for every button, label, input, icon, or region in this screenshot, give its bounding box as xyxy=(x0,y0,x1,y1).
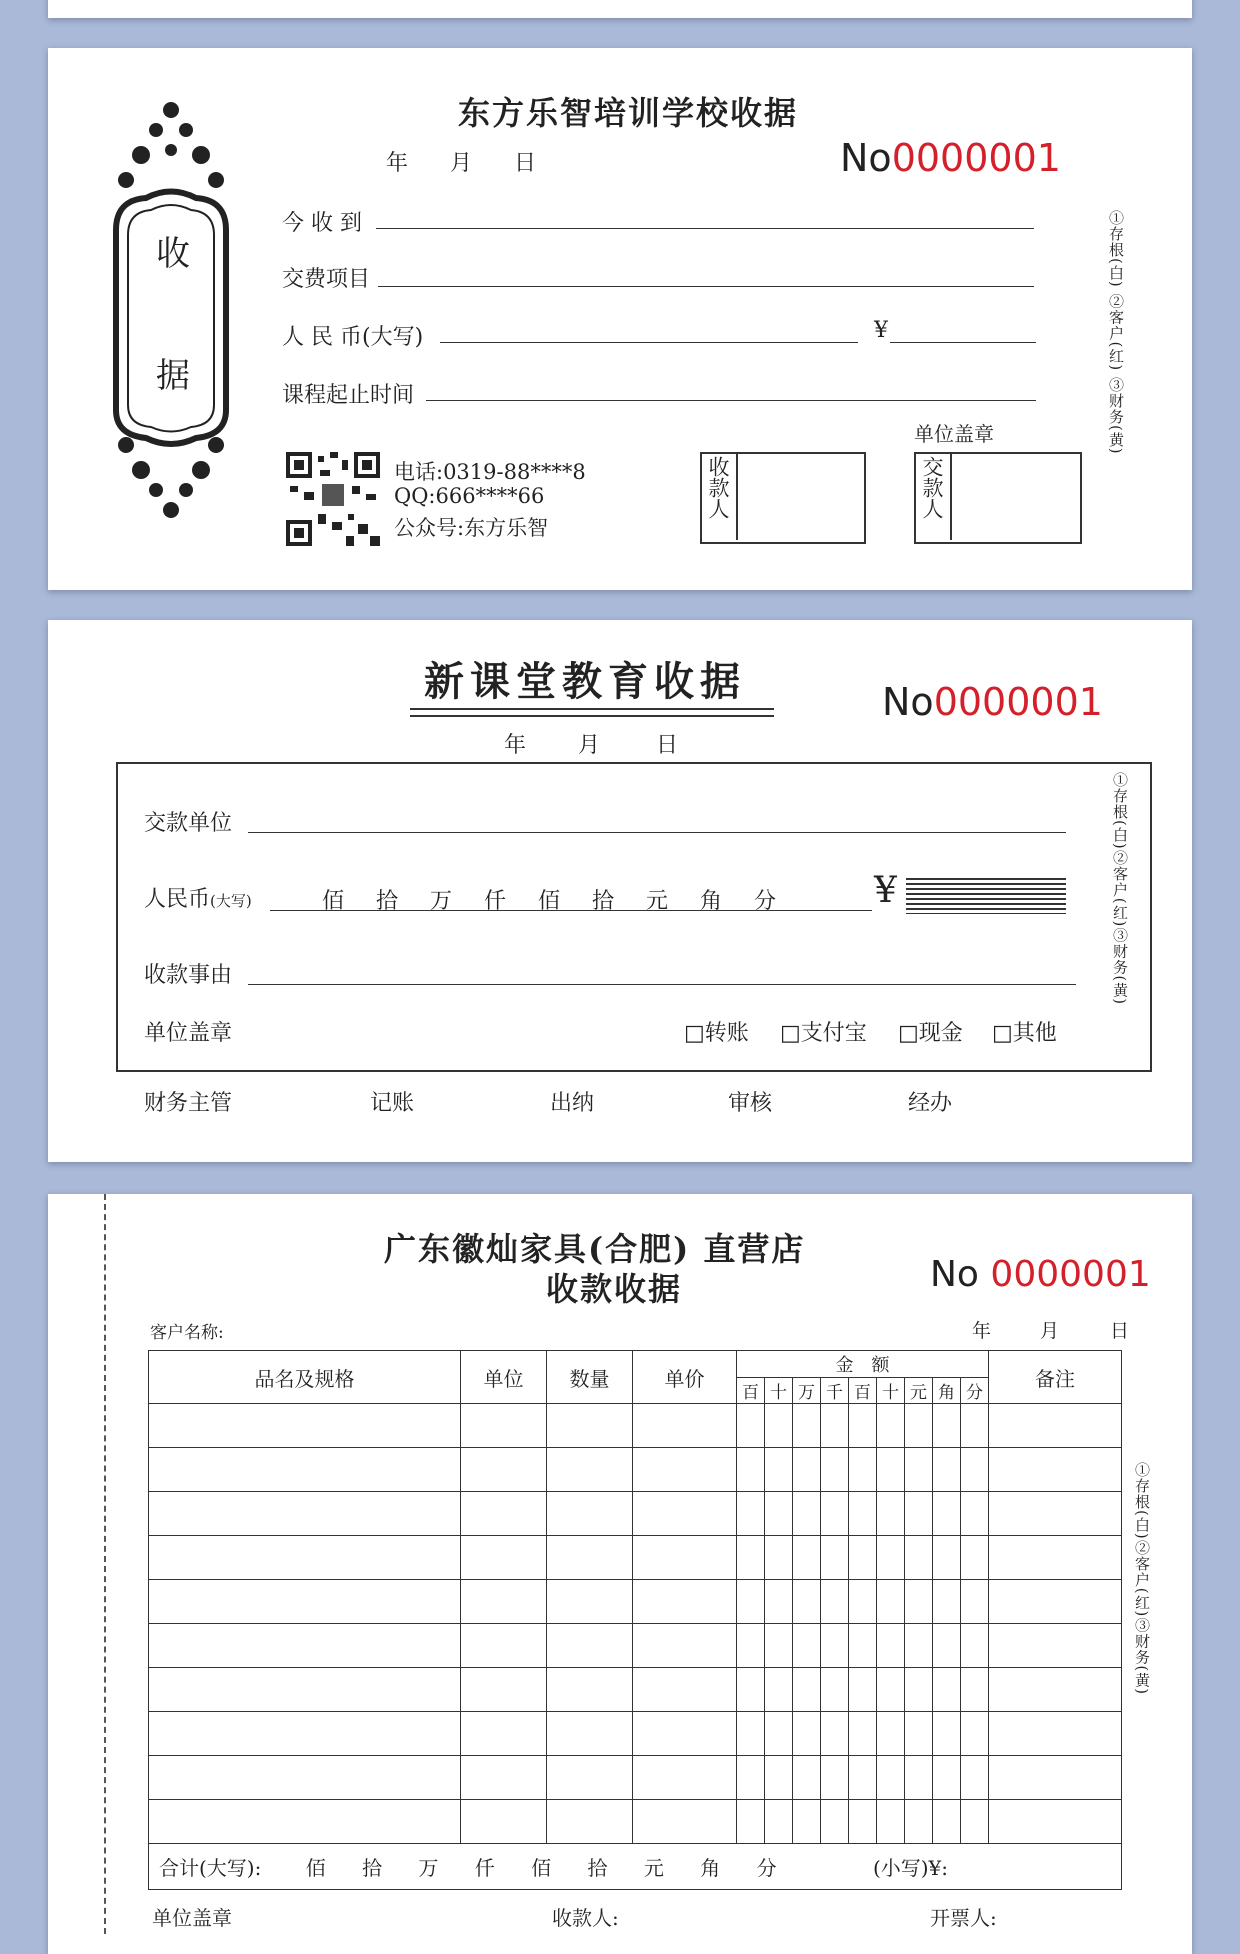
table-cell[interactable] xyxy=(633,1536,737,1580)
table-row[interactable] xyxy=(149,1448,1122,1492)
table-cell[interactable] xyxy=(905,1404,933,1448)
table-cell[interactable] xyxy=(961,1448,989,1492)
date-day: 日 xyxy=(514,151,537,176)
table-cell[interactable] xyxy=(461,1580,547,1624)
receipt1-title: 东方乐智培训学校收据 xyxy=(458,94,799,132)
table-cell[interactable] xyxy=(461,1624,547,1668)
total-unit-5: 佰 xyxy=(531,1856,552,1880)
table-cell[interactable] xyxy=(933,1800,961,1844)
table-cell[interactable] xyxy=(149,1712,461,1756)
header-item: 品名及规格 xyxy=(149,1351,461,1404)
table-cell[interactable] xyxy=(877,1756,905,1800)
emblem-char-2: 据 xyxy=(156,356,190,396)
table-cell[interactable] xyxy=(961,1404,989,1448)
contact-phone: 电话:0319-88****8 xyxy=(394,460,586,484)
unit-6: 拾 xyxy=(592,889,615,914)
no-prefix: No xyxy=(882,680,934,724)
table-cell[interactable] xyxy=(633,1580,737,1624)
table-cell[interactable] xyxy=(765,1624,793,1668)
amount-unit-1: 百 xyxy=(737,1378,765,1404)
unit-7: 元 xyxy=(646,889,669,914)
table-cell[interactable] xyxy=(633,1668,737,1712)
receipt-card-2 xyxy=(48,620,1192,1162)
table-cell[interactable] xyxy=(821,1800,849,1844)
field-course-period: 课程起止时间 xyxy=(282,383,415,408)
table-cell[interactable] xyxy=(461,1712,547,1756)
field-rmb-line[interactable] xyxy=(440,342,858,343)
table-row[interactable] xyxy=(149,1712,1122,1756)
signer-auditor: 审核 xyxy=(728,1091,773,1116)
table-cell[interactable] xyxy=(989,1404,1122,1448)
date-month: 月 xyxy=(450,151,473,176)
rmb-text: 人民币 xyxy=(144,887,211,912)
table-cell[interactable] xyxy=(821,1404,849,1448)
total-unit-8: 角 xyxy=(700,1856,721,1880)
header-qty: 数量 xyxy=(547,1351,633,1404)
table-cell[interactable] xyxy=(961,1536,989,1580)
table-cell[interactable] xyxy=(905,1448,933,1492)
receipt3-title-2: 收款收据 xyxy=(546,1270,683,1308)
header-remark: 备注 xyxy=(989,1351,1122,1404)
rmb-line[interactable] xyxy=(270,910,872,911)
table-cell[interactable] xyxy=(633,1404,737,1448)
table-cell[interactable] xyxy=(933,1448,961,1492)
date-day: 日 xyxy=(1110,1320,1130,1342)
table-cell[interactable] xyxy=(765,1448,793,1492)
table-cell[interactable] xyxy=(765,1668,793,1712)
date-month: 月 xyxy=(578,733,601,758)
qr-code-icon xyxy=(286,452,380,546)
amount-unit-6: 十 xyxy=(877,1378,905,1404)
table-cell[interactable] xyxy=(849,1536,877,1580)
table-cell[interactable] xyxy=(547,1756,633,1800)
rmb-small-text: (大写) xyxy=(210,892,252,910)
table-cell[interactable] xyxy=(149,1536,461,1580)
table-cell[interactable] xyxy=(793,1800,821,1844)
table-cell[interactable] xyxy=(793,1536,821,1580)
amount-unit-3: 万 xyxy=(793,1378,821,1404)
reason-line[interactable] xyxy=(248,984,1076,985)
table-cell[interactable] xyxy=(737,1712,765,1756)
total-unit-9: 分 xyxy=(756,1856,777,1880)
table-cell[interactable] xyxy=(547,1448,633,1492)
table-cell[interactable] xyxy=(821,1580,849,1624)
perforation-line xyxy=(104,1194,106,1934)
table-cell[interactable] xyxy=(905,1624,933,1668)
field-fee-item: 交费项目 xyxy=(282,267,371,292)
table-cell[interactable] xyxy=(737,1536,765,1580)
footer-issuer: 开票人: xyxy=(930,1906,997,1930)
signer-bookkeeper: 记账 xyxy=(370,1091,415,1116)
table-cell[interactable] xyxy=(633,1492,737,1536)
date-year: 年 xyxy=(972,1320,992,1342)
table-cell[interactable] xyxy=(793,1756,821,1800)
signer-finance-manager: 财务主管 xyxy=(144,1091,233,1116)
copies-note: ①存根(白) ②客户(红) ③财务(黄) xyxy=(1107,210,1125,455)
date-month: 月 xyxy=(1040,1320,1060,1342)
table-cell[interactable] xyxy=(989,1712,1122,1756)
table-cell[interactable] xyxy=(849,1580,877,1624)
table-cell[interactable] xyxy=(633,1800,737,1844)
table-cell[interactable] xyxy=(765,1492,793,1536)
seal-label: 单位盖章 xyxy=(914,422,994,446)
table-cell[interactable] xyxy=(877,1800,905,1844)
table-cell[interactable] xyxy=(821,1492,849,1536)
table-cell[interactable] xyxy=(905,1800,933,1844)
table-cell[interactable] xyxy=(933,1624,961,1668)
table-cell[interactable] xyxy=(765,1404,793,1448)
table-cell[interactable] xyxy=(877,1492,905,1536)
unit-9: 分 xyxy=(754,889,777,914)
table-cell[interactable] xyxy=(737,1668,765,1712)
table-cell[interactable] xyxy=(149,1756,461,1800)
table-cell[interactable] xyxy=(737,1404,765,1448)
table-cell[interactable] xyxy=(461,1448,547,1492)
table-cell[interactable] xyxy=(961,1712,989,1756)
table-cell[interactable] xyxy=(933,1492,961,1536)
table-cell[interactable] xyxy=(461,1536,547,1580)
signer-cashier: 出纳 xyxy=(550,1091,595,1116)
amount-unit-2: 十 xyxy=(765,1378,793,1404)
table-cell[interactable] xyxy=(793,1712,821,1756)
header-amount: 金 额 xyxy=(737,1351,989,1378)
table-cell[interactable] xyxy=(461,1756,547,1800)
table-cell[interactable] xyxy=(793,1404,821,1448)
no-prefix: No xyxy=(840,136,892,180)
table-cell[interactable] xyxy=(547,1800,633,1844)
copies-note: ①存根(白)②客户(红)③财务(黄) xyxy=(1111,772,1129,1006)
table-cell[interactable] xyxy=(849,1404,877,1448)
table-cell[interactable] xyxy=(737,1580,765,1624)
receipt1-number xyxy=(840,136,1061,180)
footer-payee: 收款人: xyxy=(552,1906,619,1930)
table-cell[interactable] xyxy=(849,1668,877,1712)
table-cell[interactable] xyxy=(149,1624,461,1668)
amount-unit-4: 千 xyxy=(821,1378,849,1404)
amount-hatch-box[interactable] xyxy=(906,878,1066,914)
table-cell[interactable] xyxy=(793,1492,821,1536)
method-other[interactable]: □其他 xyxy=(992,1021,1057,1046)
date-year: 年 xyxy=(504,733,527,758)
table-cell[interactable] xyxy=(149,1448,461,1492)
table-cell[interactable] xyxy=(633,1624,737,1668)
table-cell[interactable] xyxy=(633,1712,737,1756)
table-cell[interactable] xyxy=(961,1492,989,1536)
table-cell[interactable] xyxy=(989,1580,1122,1624)
table-cell[interactable] xyxy=(793,1624,821,1668)
table-cell[interactable] xyxy=(877,1404,905,1448)
table-cell[interactable] xyxy=(737,1800,765,1844)
table-cell[interactable] xyxy=(765,1756,793,1800)
date-day: 日 xyxy=(656,733,679,758)
rmb-label xyxy=(144,882,252,913)
table-cell[interactable] xyxy=(547,1624,633,1668)
payer-unit-line[interactable] xyxy=(248,832,1066,833)
payer-label: 交款人 xyxy=(920,456,944,519)
no-value: 0000001 xyxy=(933,680,1103,724)
title-double-underline xyxy=(410,708,774,717)
receipt2-title: 新课堂教育收据 xyxy=(424,658,746,705)
table-row[interactable] xyxy=(149,1668,1122,1712)
table-cell[interactable] xyxy=(765,1536,793,1580)
total-unit-1: 佰 xyxy=(305,1856,326,1880)
unit-2: 拾 xyxy=(376,889,399,914)
header-unit: 单位 xyxy=(461,1351,547,1404)
table-cell[interactable] xyxy=(877,1624,905,1668)
table-row[interactable] xyxy=(149,1492,1122,1536)
table-cell[interactable] xyxy=(547,1712,633,1756)
table-cell[interactable] xyxy=(905,1580,933,1624)
table-cell[interactable] xyxy=(961,1800,989,1844)
table-cell[interactable] xyxy=(989,1448,1122,1492)
field-fee-item-line[interactable] xyxy=(378,286,1034,287)
table-cell[interactable] xyxy=(737,1756,765,1800)
method-transfer[interactable]: □转账 xyxy=(684,1021,749,1046)
unit-4: 仟 xyxy=(484,889,507,914)
table-row[interactable] xyxy=(149,1536,1122,1580)
table-row[interactable] xyxy=(149,1580,1122,1624)
table-cell[interactable] xyxy=(461,1668,547,1712)
table-cell[interactable] xyxy=(989,1492,1122,1536)
customer-name-label: 客户名称: xyxy=(150,1323,224,1343)
table-cell[interactable] xyxy=(905,1492,933,1536)
unit-3: 万 xyxy=(430,889,453,914)
yen-symbol: ¥ xyxy=(874,318,888,343)
table-cell[interactable] xyxy=(905,1756,933,1800)
table-cell[interactable] xyxy=(849,1624,877,1668)
table-cell[interactable] xyxy=(737,1624,765,1668)
amount-unit-9: 分 xyxy=(961,1378,989,1404)
receipt3-number xyxy=(930,1254,1151,1295)
table-cell[interactable] xyxy=(547,1536,633,1580)
receipt2-number xyxy=(882,680,1103,724)
table-cell[interactable] xyxy=(933,1712,961,1756)
contact-qq: QQ:666****66 xyxy=(394,484,545,508)
table-cell[interactable] xyxy=(877,1536,905,1580)
table-cell[interactable] xyxy=(547,1404,633,1448)
table-cell[interactable] xyxy=(461,1800,547,1844)
total-unit-2: 拾 xyxy=(362,1856,383,1880)
table-cell[interactable] xyxy=(989,1800,1122,1844)
table-cell[interactable] xyxy=(905,1712,933,1756)
table-cell[interactable] xyxy=(737,1492,765,1536)
table-cell[interactable] xyxy=(877,1712,905,1756)
table-cell[interactable] xyxy=(765,1580,793,1624)
table-cell[interactable] xyxy=(905,1536,933,1580)
table-cell[interactable] xyxy=(461,1492,547,1536)
table-cell[interactable] xyxy=(849,1756,877,1800)
date-year: 年 xyxy=(386,151,409,176)
table-cell[interactable] xyxy=(933,1756,961,1800)
table-row[interactable] xyxy=(149,1404,1122,1448)
table-cell[interactable] xyxy=(149,1492,461,1536)
table-cell[interactable] xyxy=(737,1448,765,1492)
table-cell[interactable] xyxy=(961,1624,989,1668)
unit-8: 角 xyxy=(700,889,723,914)
table-row[interactable] xyxy=(149,1624,1122,1668)
table-cell[interactable] xyxy=(877,1668,905,1712)
table-cell[interactable] xyxy=(849,1492,877,1536)
table-cell[interactable] xyxy=(547,1492,633,1536)
table-cell[interactable] xyxy=(989,1668,1122,1712)
method-alipay[interactable]: □支付宝 xyxy=(780,1021,867,1046)
table-cell[interactable] xyxy=(877,1448,905,1492)
total-unit-4: 仟 xyxy=(474,1856,495,1880)
table-row[interactable] xyxy=(149,1756,1122,1800)
reason-label: 收款事由 xyxy=(144,963,233,988)
table-cell[interactable] xyxy=(933,1580,961,1624)
table-cell[interactable] xyxy=(877,1580,905,1624)
items-table xyxy=(148,1350,1122,1890)
field-course-period-line[interactable] xyxy=(426,400,1036,401)
total-row xyxy=(149,1844,1122,1890)
table-cell[interactable] xyxy=(149,1668,461,1712)
small-amount-label: (小写)¥: xyxy=(872,1856,949,1880)
emblem-char-1: 收 xyxy=(156,234,190,274)
ornament-frame-icon xyxy=(106,90,236,540)
copies-note: ①存根(白)②客户(红)③财务(黄) xyxy=(1133,1462,1151,1696)
table-cell[interactable] xyxy=(933,1536,961,1580)
payer-unit-label: 交款单位 xyxy=(144,811,233,836)
table-cell[interactable] xyxy=(821,1668,849,1712)
table-cell[interactable] xyxy=(849,1712,877,1756)
field-amount-line[interactable] xyxy=(890,342,1036,343)
yen-symbol: ¥ xyxy=(874,870,897,911)
table-cell[interactable] xyxy=(905,1668,933,1712)
table-cell[interactable] xyxy=(849,1448,877,1492)
table-cell[interactable] xyxy=(149,1800,461,1844)
footer-seal: 单位盖章 xyxy=(152,1906,232,1930)
table-cell[interactable] xyxy=(793,1580,821,1624)
table-cell[interactable] xyxy=(989,1624,1122,1668)
receipt-card-3 xyxy=(48,1194,1192,1954)
table-cell[interactable] xyxy=(821,1712,849,1756)
amount-unit-5: 百 xyxy=(849,1378,877,1404)
table-cell[interactable] xyxy=(461,1404,547,1448)
contact-wechat: 公众号:东方乐智 xyxy=(394,516,549,540)
signer-handler: 经办 xyxy=(908,1091,953,1116)
table-cell[interactable] xyxy=(793,1448,821,1492)
receipt-card-1 xyxy=(48,48,1192,590)
field-received-from-line[interactable] xyxy=(376,228,1034,229)
total-unit-3: 万 xyxy=(418,1856,439,1880)
table-cell[interactable] xyxy=(961,1668,989,1712)
payee-label: 收款人 xyxy=(706,456,730,519)
total-unit-7: 元 xyxy=(643,1856,664,1880)
total-label: 合计(大写): xyxy=(159,1856,262,1880)
table-cell[interactable] xyxy=(149,1404,461,1448)
table-row[interactable] xyxy=(149,1800,1122,1844)
table-cell[interactable] xyxy=(989,1536,1122,1580)
table-cell[interactable] xyxy=(547,1668,633,1712)
total-unit-6: 拾 xyxy=(587,1856,608,1880)
table-cell[interactable] xyxy=(821,1536,849,1580)
table-cell[interactable] xyxy=(633,1756,737,1800)
table-cell[interactable] xyxy=(933,1668,961,1712)
amount-unit-7: 元 xyxy=(905,1378,933,1404)
unit-5: 佰 xyxy=(538,889,561,914)
header-price: 单价 xyxy=(633,1351,737,1404)
table-cell[interactable] xyxy=(821,1756,849,1800)
table-cell[interactable] xyxy=(989,1756,1122,1800)
table-cell[interactable] xyxy=(765,1800,793,1844)
item-rows[interactable] xyxy=(149,1404,1122,1844)
no-prefix: No xyxy=(930,1254,979,1295)
no-value: 0000001 xyxy=(990,1254,1151,1295)
table-cell[interactable] xyxy=(961,1580,989,1624)
table-cell[interactable] xyxy=(765,1712,793,1756)
field-received-from: 今 收 到 xyxy=(282,211,362,236)
table-cell[interactable] xyxy=(961,1756,989,1800)
table-cell[interactable] xyxy=(821,1448,849,1492)
field-rmb: 人 民 币(大写) xyxy=(282,325,424,350)
amount-unit-8: 角 xyxy=(933,1378,961,1404)
previous-receipt-card-edge xyxy=(48,0,1192,18)
method-cash[interactable]: □现金 xyxy=(898,1021,963,1046)
table-cell[interactable] xyxy=(933,1404,961,1448)
table-cell[interactable] xyxy=(547,1580,633,1624)
receipt3-title-1: 广东徽灿家具(合肥) 直营店 xyxy=(384,1230,806,1268)
table-cell[interactable] xyxy=(821,1624,849,1668)
no-value: 0000001 xyxy=(891,136,1061,180)
table-cell[interactable] xyxy=(149,1580,461,1624)
table-cell[interactable] xyxy=(793,1668,821,1712)
table-cell[interactable] xyxy=(849,1800,877,1844)
table-cell[interactable] xyxy=(633,1448,737,1492)
unit-1: 佰 xyxy=(322,889,345,914)
seal-label: 单位盖章 xyxy=(144,1021,233,1046)
